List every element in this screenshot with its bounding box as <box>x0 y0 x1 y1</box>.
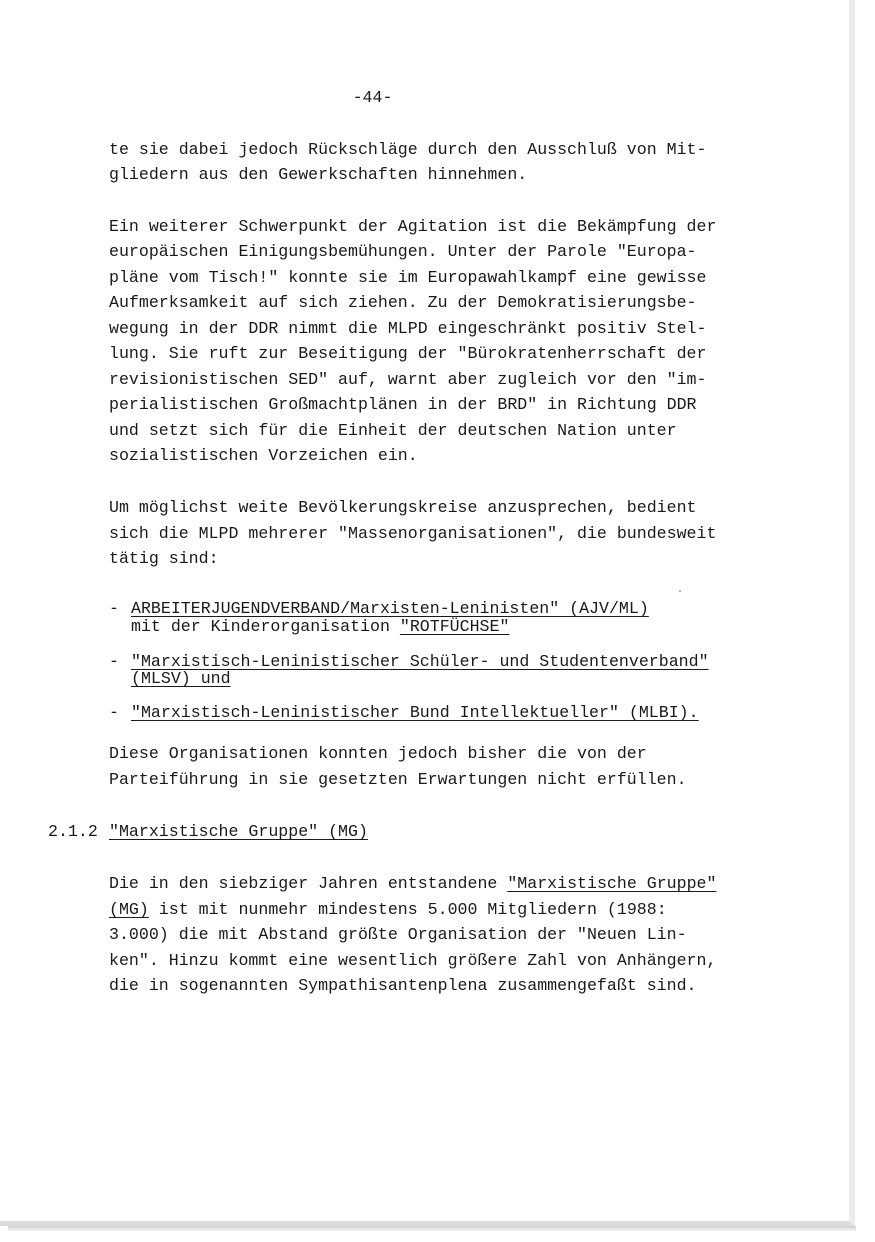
para2-line4: Aufmerksamkeit auf sich ziehen. Zu der Demokratisierungsbe- <box>109 293 697 312</box>
section-number: 2.1.2 <box>48 822 98 841</box>
list-item-1-dash: - <box>109 599 119 618</box>
para2-line8: perialistischen Großmachtplänen in der BRD" in Richtung DDR <box>109 395 697 414</box>
mg-name-label: "Marxistische Gruppe" <box>507 874 717 893</box>
para2-line6: lung. Sie ruft zur Beseitigung der "Bürokratenherrschaft der <box>109 344 707 363</box>
para3-line1: Um möglichst weite Bevölkerungskreise anzusprechen, bedient <box>109 498 697 517</box>
para5-line1 <box>109 872 716 896</box>
list-item-2-line1: "Marxistisch-Leninistischer Schüler- und Studentenverband" <box>131 652 709 671</box>
list-item-1-text: mit der Kinderorganisation <box>131 617 400 636</box>
list-item-2-dash: - <box>109 652 119 671</box>
list-item-1-line2 <box>131 615 509 639</box>
para2-line2: europäischen Einigungsbemühungen. Unter der Parole "Europa- <box>109 242 697 261</box>
para5-line1-text: Die in den siebziger Jahren entstandene <box>109 874 508 893</box>
list-item-3-line1: "Marxistisch-Leninistischer Bund Intellektueller" (MLBI). <box>131 703 699 722</box>
para2-line5: wegung in der DDR nimmt die MLPD eingeschränkt positiv Stel- <box>109 319 707 338</box>
para4-line1: Diese Organisationen konnten jedoch bisher die von der <box>109 744 647 763</box>
para5-line5: die in sogenannten Sympathisantenplena zusammengefaßt sind. <box>109 976 697 995</box>
para5-line2-text: ist mit nunmehr mindestens 5.000 Mitgliedern (1988: <box>148 900 667 919</box>
para2-line7: revisionistischen SED" auf, warnt aber zugleich vor den "im- <box>109 370 707 389</box>
rotfuechse-label: "ROTFÜCHSE" <box>399 617 510 636</box>
para5-line3: 3.000) die mit Abstand größte Organisation der "Neuen Lin- <box>109 925 687 944</box>
list-item-2-line2: (MLSV) und <box>131 669 231 688</box>
list-item-1-line1: ARBEITERJUGENDVERBAND/Marxisten-Leninisten" (AJV/ML) <box>131 599 649 618</box>
para1-line2: gliedern aus den Gewerkschaften hinnehmen. <box>109 165 528 184</box>
section-title: "Marxistische Gruppe" (MG) <box>109 822 368 841</box>
para3-line3: tätig sind: <box>109 549 219 568</box>
para1-line1: te sie dabei jedoch Rückschläge durch den Ausschluß von Mit- <box>109 140 707 159</box>
mg-abbrev-label: (MG) <box>109 900 149 919</box>
para5-line4: ken". Hinzu kommt eine wesentlich größere Zahl von Anhängern, <box>109 951 717 970</box>
para5-line2 <box>109 898 667 922</box>
para2-line10: sozialistischen Vorzeichen ein. <box>109 446 418 465</box>
page-number: -44- <box>352 88 393 107</box>
list-item-3-dash: - <box>109 703 119 722</box>
para2-line9: und setzt sich für die Einheit der deutschen Nation unter <box>109 421 677 440</box>
para3-line2: sich die MLPD mehrerer "Massenorganisationen", die bundesweit <box>109 524 717 543</box>
para4-line2: Parteiführung in sie gesetzten Erwartungen nicht erfüllen. <box>109 770 687 789</box>
para2-line1: Ein weiterer Schwerpunkt der Agitation ist die Bekämpfung der <box>109 217 717 236</box>
page-shadow <box>8 1226 856 1231</box>
scan-speck <box>679 590 681 592</box>
para2-line3: pläne vom Tisch!" konnte sie im Europawahlkampf eine gewisse <box>109 268 707 287</box>
